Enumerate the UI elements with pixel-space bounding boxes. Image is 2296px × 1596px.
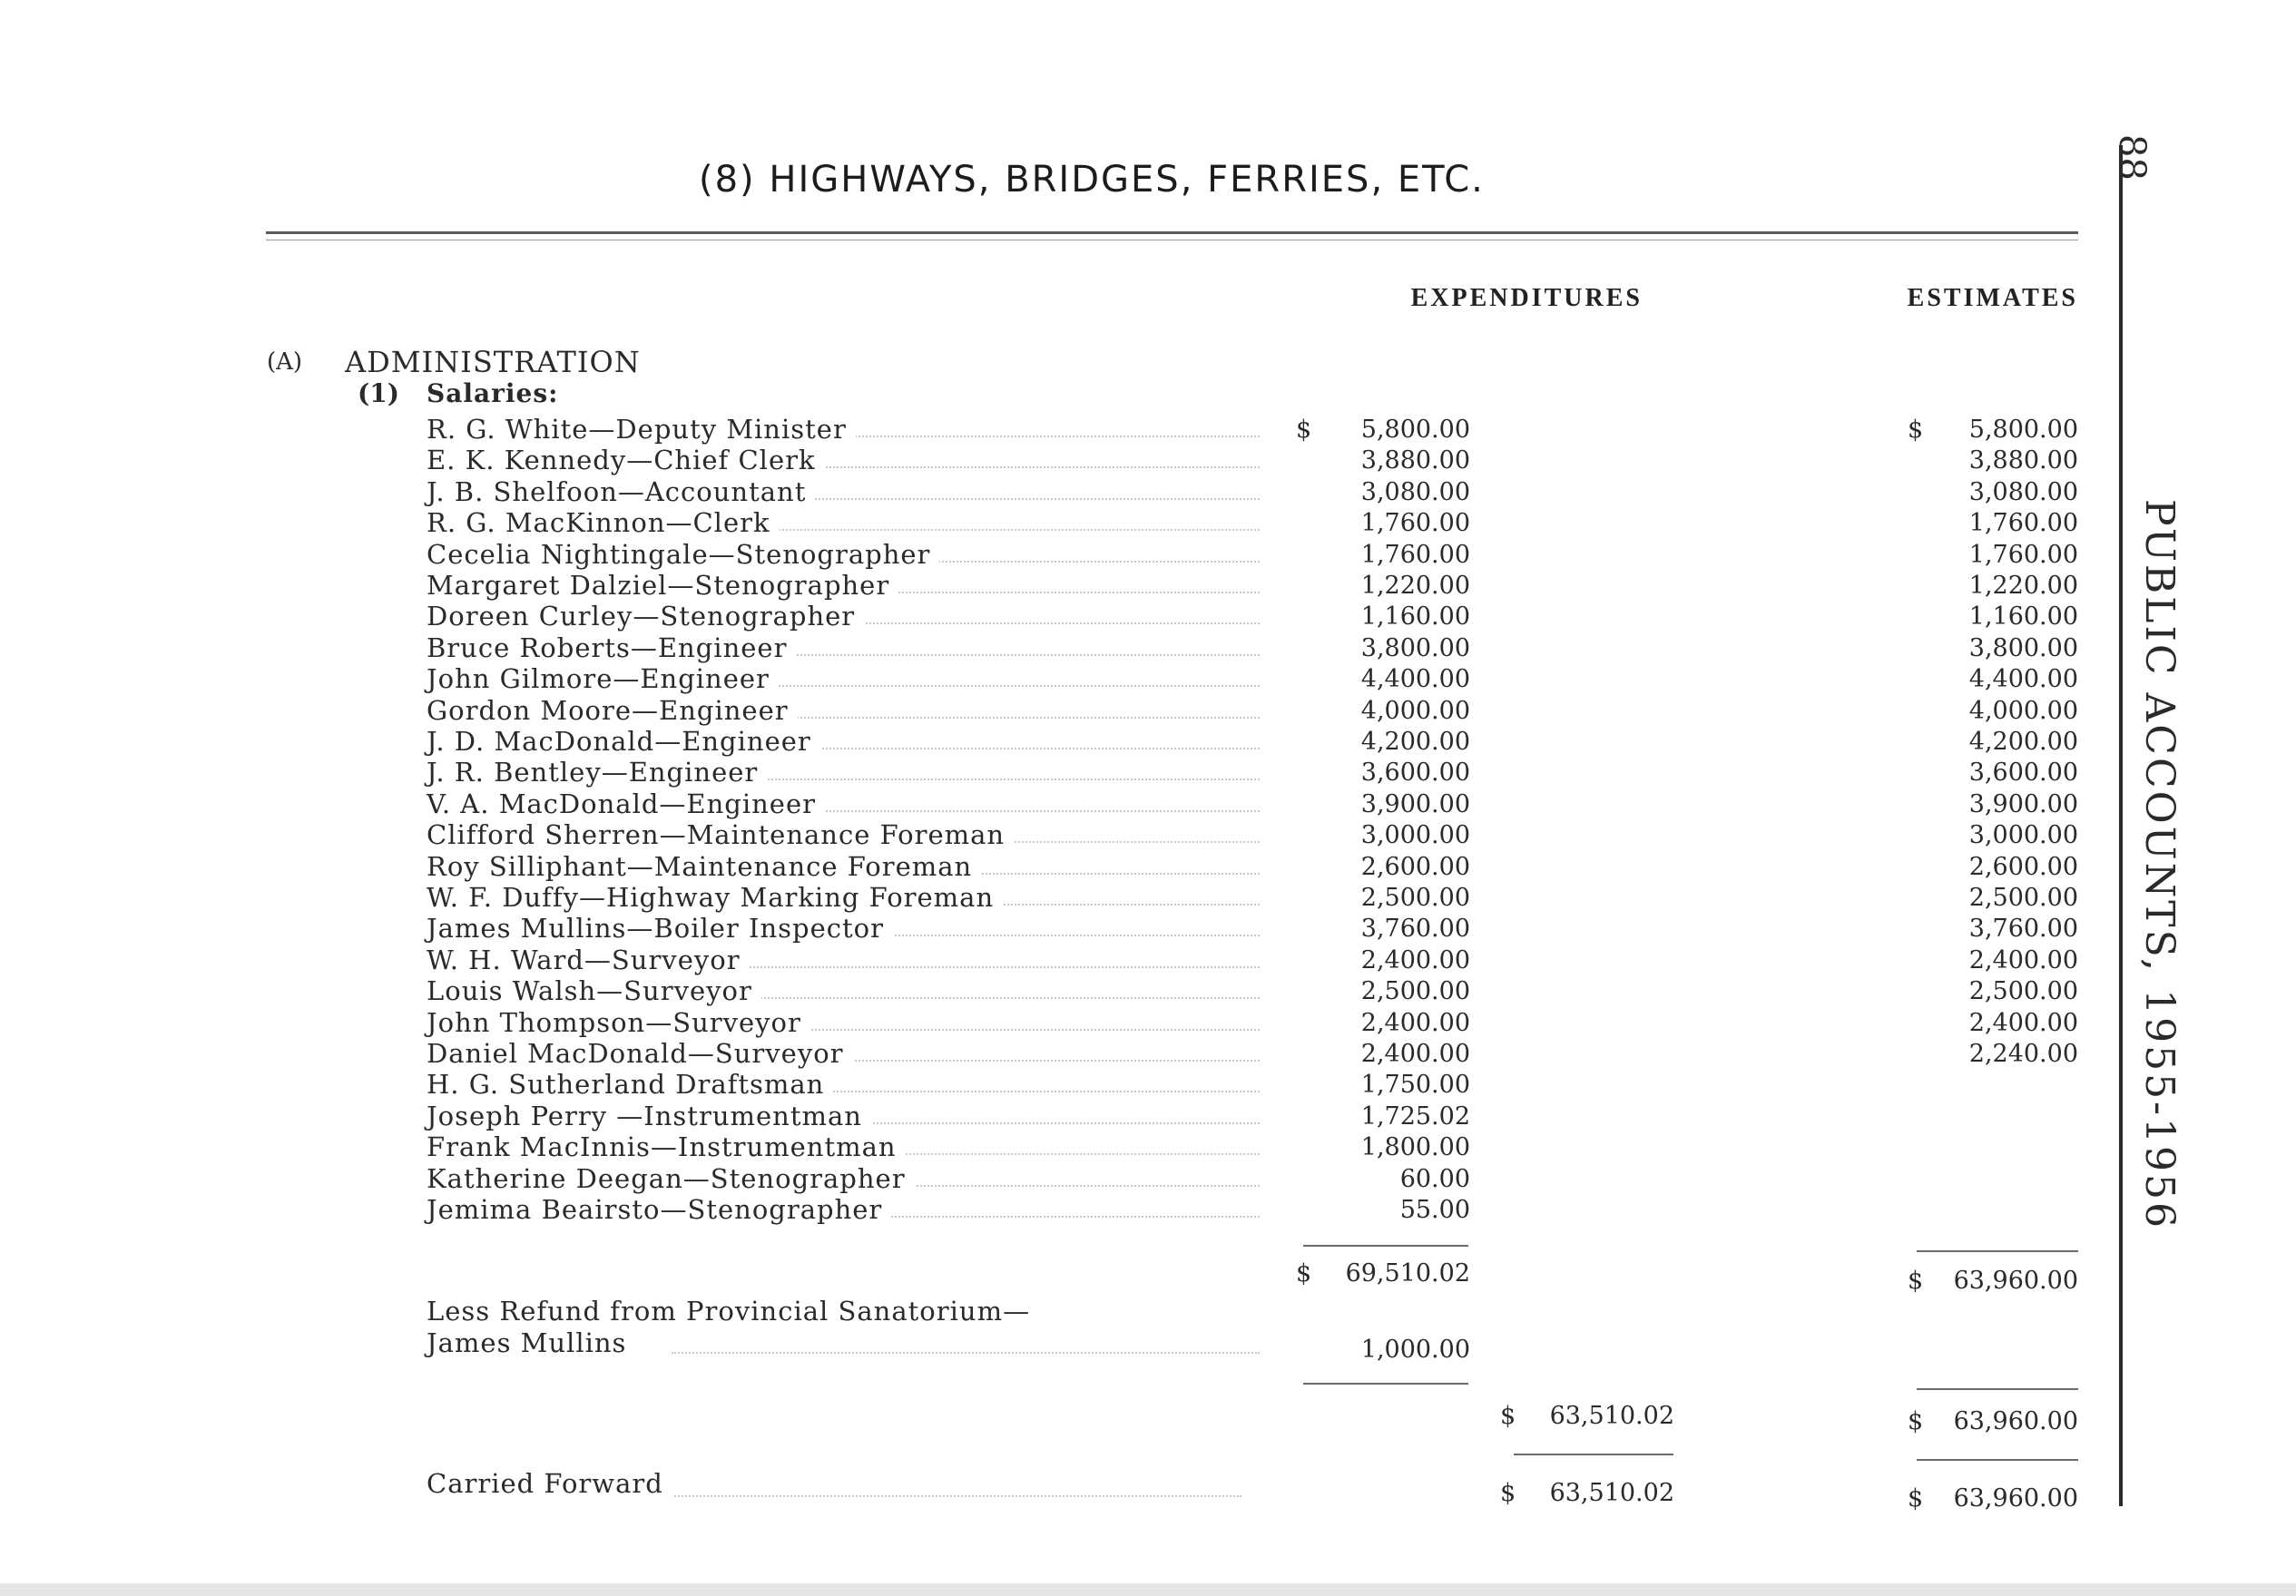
running-title: PUBLIC ACCOUNTS, 1955-1956 (2136, 499, 2183, 1230)
estimate-amount: 4,000.00 (1968, 696, 2078, 725)
table-row (0, 1038, 2296, 1069)
table-row (0, 1194, 2296, 1225)
carried-rule-est (1917, 1459, 2078, 1461)
expenditure-amount: 3,880.00 (1360, 446, 1470, 475)
estimate-amount: 4,200.00 (1968, 728, 2078, 756)
employee-name: John Gilmore—Engineer (427, 663, 779, 694)
employee-name: E. K. Kennedy—Chief Clerk (427, 445, 825, 475)
expenditure-amount: 3,000.00 (1360, 821, 1470, 850)
carried-rule-exp (1514, 1454, 1673, 1455)
table-row (0, 570, 2296, 601)
table-row (0, 1069, 2296, 1100)
table-row (0, 1163, 2296, 1194)
estimate-amount: 3,600.00 (1968, 759, 2078, 788)
expenditure-amount: 2,400.00 (1360, 1008, 1470, 1037)
expenditure-amount: 3,900.00 (1360, 789, 1470, 818)
table-row (0, 913, 2296, 944)
net-rule-est (1917, 1388, 2078, 1390)
expenditure-amount: 2,500.00 (1360, 884, 1470, 912)
subtotal-rule-est (1917, 1250, 2078, 1252)
table-row (0, 1007, 2296, 1038)
employee-name: Frank MacInnis—Instrumentman (427, 1131, 906, 1162)
expenditure-amount: 60.00 (1399, 1164, 1470, 1193)
table-row (0, 1101, 2296, 1131)
section-title: ADMINISTRATION (345, 345, 641, 379)
employee-name: R. G. White—Deputy Minister (427, 414, 856, 445)
estimate-amount: 3,880.00 (1968, 446, 2078, 475)
table-row (0, 601, 2296, 632)
table-row (0, 757, 2296, 788)
employee-name: Margaret Dalziel—Stenographer (427, 570, 898, 601)
leader-dots (672, 1352, 1260, 1354)
estimate-amount: 2,500.00 (1968, 977, 2078, 1006)
estimate-amount: 2,500.00 (1968, 884, 2078, 912)
employee-name: Cecelia Nightingale—Stenographer (427, 539, 939, 570)
employee-name: Jemima Beairsto—Stenographer (427, 1194, 891, 1225)
employee-name: Louis Walsh—Surveyor (427, 975, 761, 1006)
expenditure-amount: 1,760.00 (1360, 540, 1470, 569)
estimate-amount: 3,900.00 (1968, 789, 2078, 818)
table-row (0, 819, 2296, 850)
subtotal-est: 63,960.00 (1953, 1267, 2078, 1295)
dollar-sign: $ (1908, 1407, 1924, 1435)
column-header-expenditures: EXPENDITURES (1410, 284, 1643, 312)
employee-name: Gordon Moore—Engineer (427, 695, 798, 726)
expenditure-amount: 4,400.00 (1360, 665, 1470, 694)
page-number: 88 (2111, 134, 2153, 181)
estimate-amount: 2,400.00 (1968, 945, 2078, 974)
estimate-amount: 1,760.00 (1968, 540, 2078, 569)
dollar-sign: $ (1500, 1479, 1516, 1507)
employee-name: H. G. Sutherland Draftsman (427, 1069, 833, 1100)
employee-name: Roy Silliphant—Maintenance Foreman (427, 851, 981, 882)
employee-name: James Mullins—Boiler Inspector (427, 913, 893, 944)
estimate-amount: 2,400.00 (1968, 1008, 2078, 1037)
employee-name: Katherine Deegan—Stenographer (427, 1163, 915, 1194)
expenditure-amount: 1,750.00 (1360, 1071, 1470, 1100)
expenditure-amount: 2,500.00 (1360, 977, 1470, 1006)
expenditure-amount: 3,080.00 (1360, 477, 1470, 506)
table-row (0, 507, 2296, 538)
dollar-sign: $ (1908, 416, 1924, 444)
section-letter: (A) (267, 348, 303, 376)
employee-name: J. B. Shelfoon—Accountant (427, 476, 815, 507)
employee-name: Daniel MacDonald—Surveyor (427, 1038, 853, 1069)
estimate-amount: 3,080.00 (1968, 477, 2078, 506)
employee-name: Bruce Roberts—Engineer (427, 632, 796, 663)
table-row (0, 414, 2296, 445)
table-row (0, 539, 2296, 570)
employee-name: Clifford Sherren—Maintenance Foreman (427, 819, 1014, 850)
dollar-sign: $ (1500, 1402, 1516, 1430)
expenditure-amount: 1,725.02 (1360, 1102, 1470, 1131)
estimate-amount: 1,220.00 (1968, 572, 2078, 600)
expenditure-amount: 3,800.00 (1360, 633, 1470, 662)
estimate-amount: 3,000.00 (1968, 821, 2078, 850)
page-title: (8) HIGHWAYS, BRIDGES, FERRIES, ETC. (699, 159, 1485, 201)
refund-amount: 1,000.00 (1360, 1336, 1470, 1364)
dollar-sign: $ (1296, 416, 1312, 444)
subsection-title: Salaries: (427, 378, 559, 408)
expenditure-amount: 2,600.00 (1360, 852, 1470, 881)
employee-name: J. R. Bentley—Engineer (427, 757, 767, 788)
expenditure-amount: 3,760.00 (1360, 915, 1470, 944)
table-row (0, 882, 2296, 913)
table-row (0, 445, 2296, 475)
table-row (0, 726, 2296, 757)
carried-forward-est: 63,960.00 (1953, 1484, 2078, 1513)
estimate-amount: 3,760.00 (1968, 915, 2078, 944)
refund-label-name: James Mullins (427, 1327, 635, 1358)
expenditure-amount: 2,400.00 (1360, 1040, 1470, 1068)
title-rule (266, 231, 2078, 234)
table-row (0, 476, 2296, 507)
column-header-estimates: ESTIMATES (1907, 284, 2078, 312)
dollar-sign: $ (1908, 1267, 1924, 1295)
table-row (0, 1131, 2296, 1162)
employee-name: R. G. MacKinnon—Clerk (427, 507, 780, 538)
table-row (0, 851, 2296, 882)
table-row (0, 695, 2296, 726)
expenditure-amount: 1,220.00 (1360, 572, 1470, 600)
subtotal-rule-exp (1303, 1245, 1468, 1247)
estimate-amount: 5,800.00 (1968, 416, 2078, 444)
dollar-sign: $ (1296, 1259, 1312, 1288)
subtotal-exp: 69,510.02 (1345, 1259, 1470, 1288)
estimate-amount: 4,400.00 (1968, 665, 2078, 694)
employee-name: Doreen Curley—Stenographer (427, 601, 864, 632)
employee-name: John Thompson—Surveyor (427, 1007, 810, 1038)
employee-name: J. D. MacDonald—Engineer (427, 726, 820, 757)
margin-rule (2119, 145, 2123, 1506)
expenditure-amount: 1,800.00 (1360, 1133, 1470, 1162)
employee-name: Joseph Perry —Instrumentman (427, 1101, 871, 1131)
expenditure-amount: 55.00 (1399, 1196, 1470, 1224)
table-row (0, 632, 2296, 663)
scan-edge (0, 1583, 2296, 1596)
table-row (0, 975, 2296, 1006)
estimate-amount: 2,600.00 (1968, 852, 2078, 881)
employee-name: W. H. Ward—Surveyor (427, 945, 750, 975)
carried-forward-exp: 63,510.02 (1549, 1479, 1674, 1507)
dollar-sign: $ (1908, 1484, 1924, 1513)
expenditure-amount: 1,760.00 (1360, 509, 1470, 538)
refund-label: Less Refund from Provincial Sanatorium— (427, 1296, 1031, 1327)
expenditure-amount: 3,600.00 (1360, 759, 1470, 788)
subsection-number: (1) (358, 378, 399, 408)
refund-rule (1303, 1383, 1468, 1385)
employee-name: W. F. Duffy—Highway Marking Foreman (427, 882, 1003, 913)
expenditure-amount: 5,800.00 (1360, 416, 1470, 444)
leader-dots (635, 1495, 1241, 1497)
carried-forward-label: Carried Forward (427, 1468, 672, 1499)
estimate-amount: 1,160.00 (1968, 602, 2078, 632)
expenditure-amount: 1,160.00 (1360, 602, 1470, 632)
estimate-amount: 2,240.00 (1968, 1040, 2078, 1068)
estimate-amount: 1,760.00 (1968, 509, 2078, 538)
estimate-amount: 3,800.00 (1968, 633, 2078, 662)
expenditure-amount: 4,200.00 (1360, 728, 1470, 756)
table-row (0, 945, 2296, 975)
employee-name: V. A. MacDonald—Engineer (427, 788, 825, 819)
net-est: 63,960.00 (1953, 1407, 2078, 1435)
table-row (0, 788, 2296, 819)
net-exp: 63,510.02 (1549, 1402, 1674, 1430)
expenditure-amount: 2,400.00 (1360, 945, 1470, 974)
table-row (0, 663, 2296, 694)
expenditure-amount: 4,000.00 (1360, 696, 1470, 725)
